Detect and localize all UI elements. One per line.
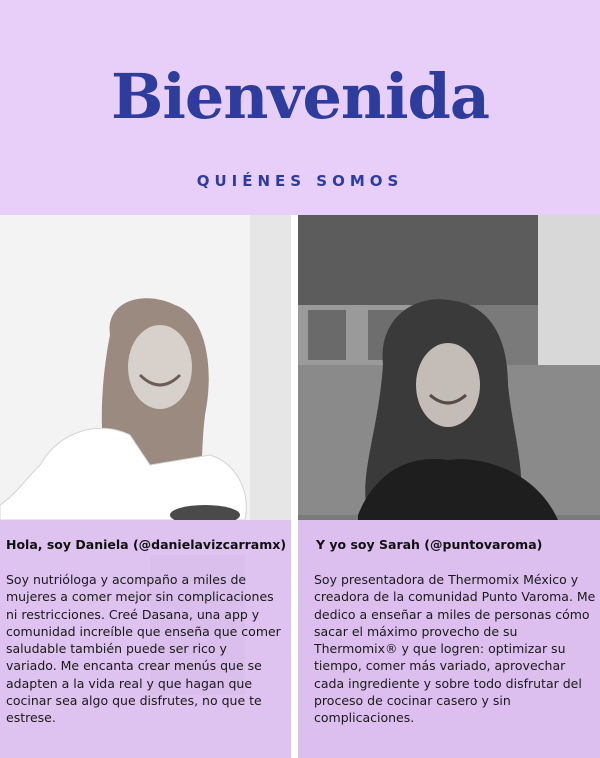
sarah-name-line: Y yo soy Sarah (@puntovaroma)	[316, 537, 543, 552]
sarah-bio: Soy presentadora de Thermomix México y creadora de la comunidad Punto Varoma. Me dedico a enseñar a miles de personas cómo sacar el máximo provecho de su Thermomix® y que logren: optimizar su tiempo, comer más variado, aprovechar cada ingrediente y sobre todo disfrutar del proceso de cocinar casero y sin complicaciones.	[314, 572, 596, 726]
section-subtitle: QUIÉNES SOMOS	[196, 172, 404, 190]
profile-card-daniela	[0, 215, 291, 758]
header	[0, 0, 600, 215]
panel-divider	[291, 215, 298, 758]
page-title: Bienvenida	[110, 60, 490, 133]
profile-card-sarah	[298, 215, 600, 758]
daniela-name-line: Hola, soy Daniela (@danielavizcarramx)	[6, 537, 287, 552]
daniela-bio: Soy nutrióloga y acompaño a miles de mujeres a comer mejor sin complicaciones ni restricciones. Creé Dasana, una app y comunidad increíble que enseña que comer saludable también puede ser rico y variado. Me encanta crear menús que se adapten a la vida real y que hagan que cocinar sea algo que disfrutes, no que te estrese.	[6, 572, 281, 726]
